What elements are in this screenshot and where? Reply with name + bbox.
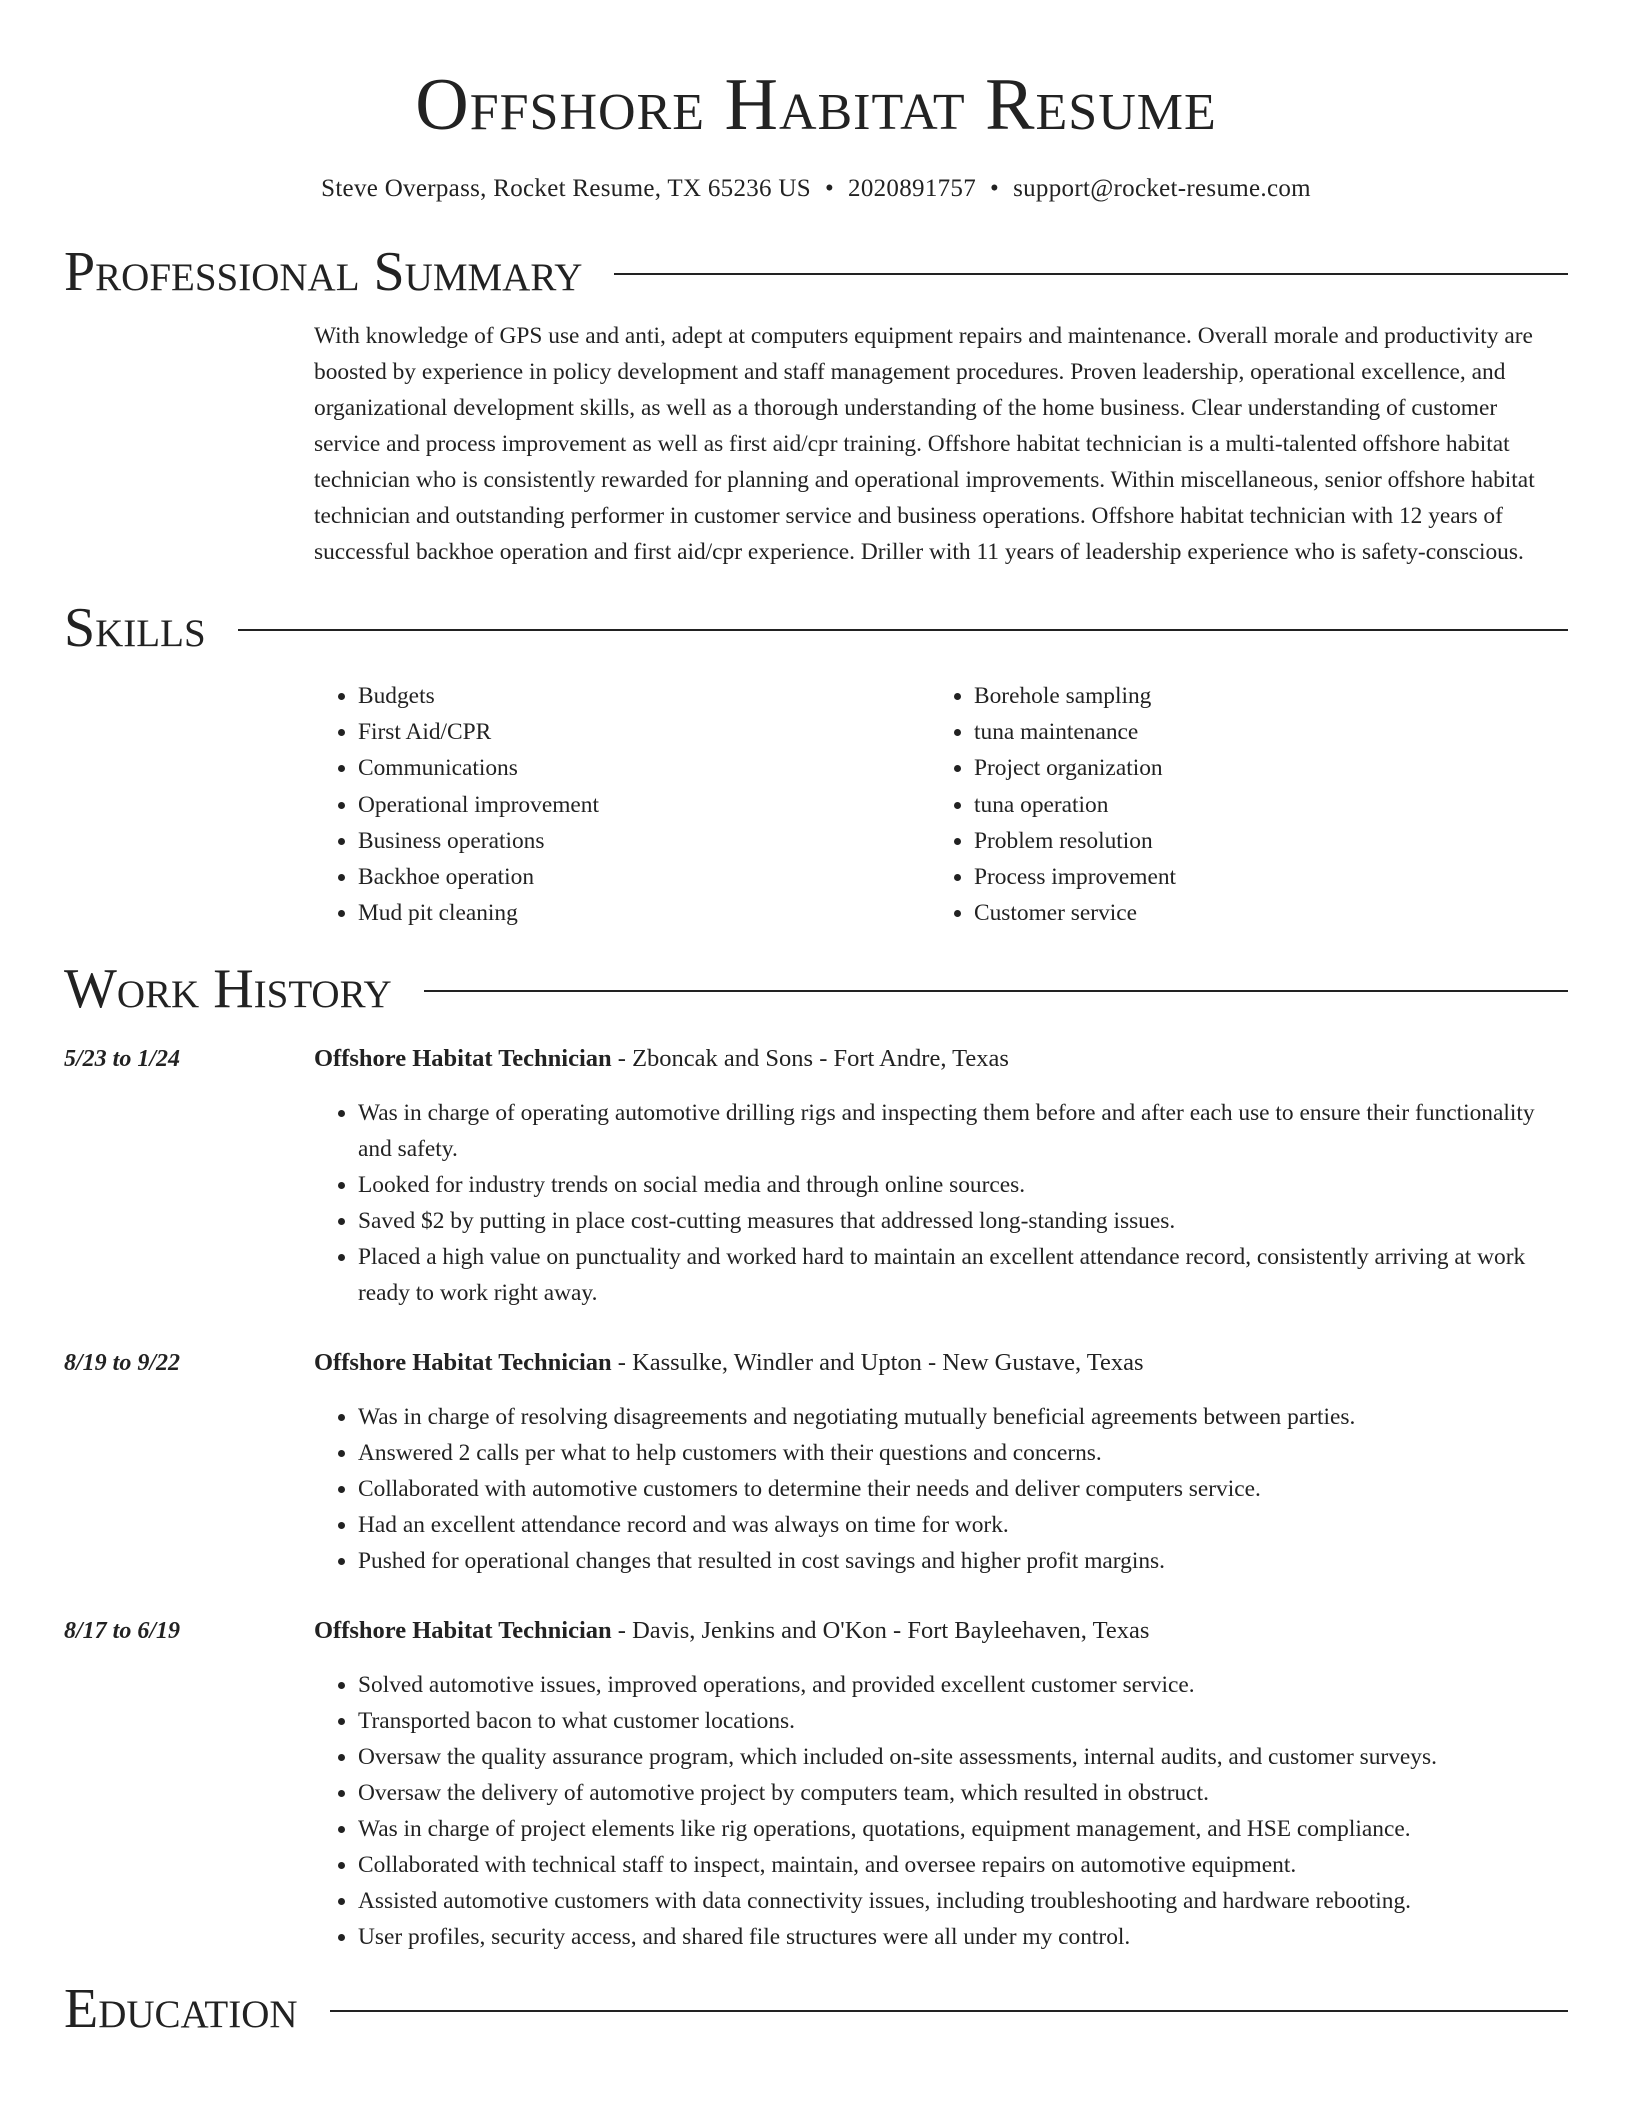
- job-entry: [64, 1613, 1568, 1955]
- job-content: [314, 1613, 1568, 1955]
- job-dates: 5/23 to 1/24: [64, 1046, 181, 1073]
- skills-columns: [314, 678, 1568, 931]
- skill-item: • Mud pit cleaning: [358, 895, 930, 931]
- contact-phone: 2020891757: [848, 175, 977, 202]
- section-title-education: Education: [64, 1978, 298, 2041]
- job-bullet: • Was in charge of resolving disagreements and negotiating mutually beneficial agreements between parties.: [358, 1399, 1568, 1435]
- skill-item: • Communications: [358, 750, 930, 786]
- job-bullet: • Had an excellent attendance record and was always on time for work.: [358, 1507, 1568, 1543]
- skill-item: • Backhoe operation: [358, 859, 930, 895]
- skill-item: • Problem resolution: [974, 823, 1546, 859]
- section-header-skills: [64, 596, 1568, 660]
- job-bullet: • Placed a high value on punctuality and worked hard to maintain an excellent attendance record, consistently arriving at work ready to work right away.: [358, 1239, 1568, 1311]
- job-bullets: [314, 1399, 1568, 1579]
- section-title-work-history: Work History: [64, 958, 392, 1021]
- professional-summary-text: With knowledge of GPS use and anti, adept at computers equipment repairs and maintenance. Overall morale and productivity are boosted by experience in policy development and staff management procedures. Proven leadership, operational excellence, and organizational development skills, as well as a thorough understanding of the home business. Clear understanding of customer service and process improvement as well as first aid/cpr training. Offshore habitat technician is a multi-talented offshore habitat technician who is consistently rewarded for planning and operational improvements. Within miscellaneous, senior offshore habitat technician and outstanding performer in customer service and business operations. Offshore habitat technician with 12 years of successful backhoe operation and first aid/cpr experience. Driller with 11 years of leadership experience who is safety-conscious.: [314, 323, 1535, 565]
- job-headline: [314, 1345, 1568, 1381]
- section-divider: [614, 273, 1568, 275]
- job-bullet: • Answered 2 calls per what to help customers with their questions and concerns.: [358, 1435, 1568, 1471]
- job-bullet: • Oversaw the quality assurance program, which included on-site assessments, internal audits, and customer surveys.: [358, 1739, 1568, 1775]
- job-employer-location: - Davis, Jenkins and O'Kon - Fort Bayleehaven, Texas: [611, 1617, 1150, 1645]
- skill-item: • Borehole sampling: [974, 678, 1546, 714]
- job-bullet: • Saved $2 by putting in place cost-cutting measures that addressed long-standing issues.: [358, 1203, 1568, 1239]
- contact-address: Steve Overpass, Rocket Resume, TX 65236 US: [321, 175, 811, 202]
- skills-list-right: [930, 678, 1546, 931]
- job-headline: [314, 1613, 1568, 1649]
- job-bullet: • Pushed for operational changes that resulted in cost savings and higher profit margins.: [358, 1543, 1568, 1579]
- job-dates: 8/17 to 6/19: [64, 1618, 181, 1645]
- job-content: [314, 1041, 1568, 1311]
- resume-title: Offshore Habitat Resume: [415, 64, 1217, 146]
- section-header-summary: [64, 240, 1568, 304]
- job-role: Offshore Habitat Technician: [314, 1617, 612, 1645]
- skill-item: • Business operations: [358, 823, 930, 859]
- skill-item: • Project organization: [974, 750, 1546, 786]
- job-bullets: [314, 1667, 1568, 1955]
- job-entry: [64, 1041, 1568, 1311]
- job-dates: 8/19 to 9/22: [64, 1350, 181, 1377]
- job-bullet: • Transported bacon to what customer locations.: [358, 1703, 1568, 1739]
- skills-list-left: [314, 678, 930, 931]
- skill-item: • Process improvement: [974, 859, 1546, 895]
- job-bullets: [314, 1095, 1568, 1311]
- job-bullet: • Assisted automotive customers with data connectivity issues, including troubleshooting and hardware rebooting.: [358, 1883, 1568, 1919]
- job-bullet: • Collaborated with automotive customers to determine their needs and deliver computers service.: [358, 1471, 1568, 1507]
- job-bullet: • User profiles, security access, and shared file structures were all under my control.: [358, 1919, 1568, 1955]
- job-bullet: • Oversaw the delivery of automotive project by computers team, which resulted in obstruct.: [358, 1775, 1568, 1811]
- job-role: Offshore Habitat Technician: [314, 1045, 612, 1073]
- section-divider: [238, 629, 1568, 631]
- section-divider: [330, 2010, 1568, 2012]
- job-content: [314, 1345, 1568, 1579]
- skill-item: • Operational improvement: [358, 787, 930, 823]
- job-bullet: • Was in charge of operating automotive drilling rigs and inspecting them before and after each use to ensure their functionality and safety.: [358, 1095, 1568, 1167]
- contact-separator: •: [990, 175, 1000, 202]
- skill-item: • Budgets: [358, 678, 930, 714]
- section-title-skills: Skills: [64, 597, 206, 659]
- contact-separator: •: [824, 175, 835, 202]
- section-header-education: [64, 1977, 1568, 2041]
- job-bullet: • Looked for industry trends on social media and through online sources.: [358, 1167, 1568, 1203]
- job-employer-location: - Kassulke, Windler and Upton - New Gustave, Texas: [611, 1349, 1144, 1377]
- skill-item: • First Aid/CPR: [358, 714, 930, 750]
- contact-line: [64, 172, 1568, 206]
- contact-email: support@rocket-resume.com: [1013, 175, 1311, 202]
- skill-item: • tuna maintenance: [974, 714, 1546, 750]
- skill-item: • Customer service: [974, 895, 1546, 931]
- section-divider: [424, 990, 1568, 992]
- job-bullet: • Collaborated with technical staff to inspect, maintain, and oversee repairs on automotive equipment.: [358, 1847, 1568, 1883]
- job-bullet: • Was in charge of project elements like rig operations, quotations, equipment management, and HSE compliance.: [358, 1811, 1568, 1847]
- job-headline: [314, 1041, 1568, 1077]
- job-role: Offshore Habitat Technician: [314, 1349, 612, 1377]
- job-entry: [64, 1345, 1568, 1579]
- skill-item: • tuna operation: [974, 787, 1546, 823]
- job-bullet: • Solved automotive issues, improved operations, and provided excellent customer service.: [358, 1667, 1568, 1703]
- section-header-work-history: [64, 957, 1568, 1021]
- job-employer-location: - Zboncak and Sons - Fort Andre, Texas: [611, 1045, 1009, 1073]
- section-title-summary: Professional Summary: [64, 241, 583, 303]
